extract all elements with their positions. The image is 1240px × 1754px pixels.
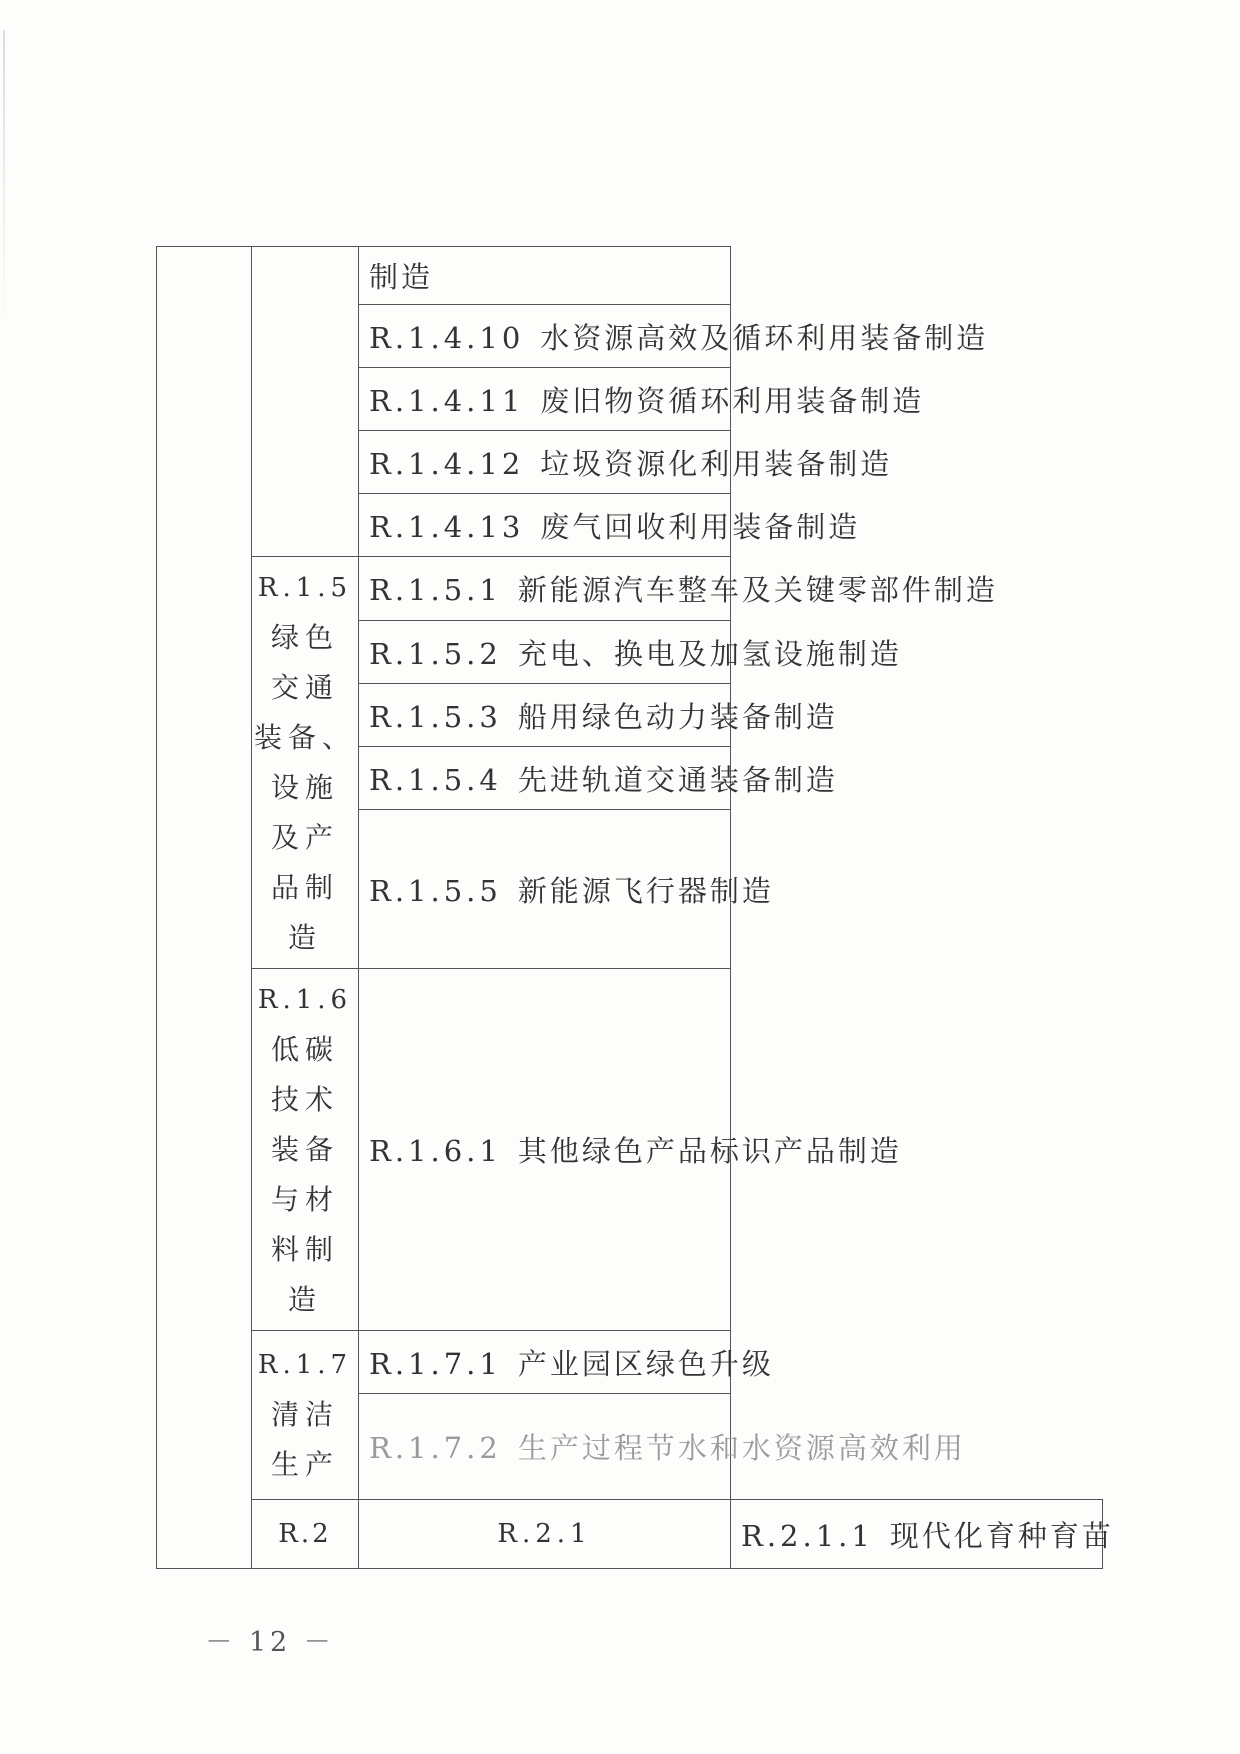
item-code: R.2.1.1 <box>741 1518 874 1553</box>
item-code: R.1.5.5 <box>369 873 502 908</box>
table-row <box>157 247 1103 305</box>
item-code: R.1.5.4 <box>369 762 502 797</box>
level2-cell-r16 <box>252 969 359 1331</box>
item-cell <box>359 431 893 494</box>
item-name: 垃圾资源化利用装备制造 <box>540 446 893 481</box>
item-cell <box>359 621 902 684</box>
item-cell <box>731 1500 1114 1569</box>
item-code: R.1.7.1 <box>369 1346 502 1381</box>
item-name: 水资源高效及循环利用装备制造 <box>540 320 989 355</box>
item-name: 新能源汽车整车及关键零部件制造 <box>517 573 998 607</box>
item-cell <box>359 969 902 1331</box>
category-code: R.2 <box>278 1519 332 1549</box>
level2-cell-r14 <box>252 247 359 557</box>
item-code: R.1.4.12 <box>369 446 525 481</box>
item-name: 产业园区绿色升级 <box>517 1346 774 1381</box>
table-row <box>157 969 1103 1331</box>
category-label-line: 低碳 <box>270 1032 339 1066</box>
level1-cell-r1 <box>157 247 252 1569</box>
category-label-line: 生产 <box>270 1448 339 1481</box>
industry-catalog-table <box>156 246 1114 1569</box>
category-label-line: 交通 <box>270 670 339 704</box>
item-code: R.1.6.1 <box>369 1134 502 1168</box>
level2-cell-r21 <box>359 1500 731 1569</box>
item-name: 船用绿色动力装备制造 <box>517 699 838 734</box>
item-name: 生产过程节水和水资源高效利用 <box>517 1431 966 1465</box>
category-code: R.2.1 <box>497 1519 592 1549</box>
item-cell <box>359 1394 966 1500</box>
category-label-line: 绿色 <box>270 620 339 654</box>
category-label-line: 品制 <box>270 870 339 904</box>
category-label-line: 料制 <box>270 1232 339 1266</box>
item-name: 现代化育种育苗 <box>889 1518 1114 1553</box>
level1-cell-r2 <box>252 1500 359 1569</box>
item-cell <box>359 368 925 431</box>
category-label-line: 清洁 <box>270 1398 339 1431</box>
level2-cell-r15 <box>252 557 359 969</box>
item-cell <box>359 557 998 621</box>
category-label-line: 装备 <box>270 1132 339 1166</box>
category-code: R.1.6 <box>257 984 353 1015</box>
category-label-line: 造 <box>287 1282 322 1316</box>
continuation-text: 制造 <box>369 260 434 294</box>
item-code: R.1.7.2 <box>369 1431 502 1465</box>
table-row <box>157 1500 1103 1569</box>
level2-cell-r17 <box>252 1331 359 1500</box>
item-code: R.1.4.11 <box>369 383 525 418</box>
category-label-line: 设施 <box>270 770 339 804</box>
item-code: R.1.4.13 <box>369 509 525 544</box>
category-label-line: 技术 <box>270 1082 339 1116</box>
page-number: － 12 － <box>205 1627 335 1658</box>
item-cell <box>359 494 861 557</box>
table-row <box>157 1331 1103 1394</box>
category-label-line: 装备、 <box>253 720 356 754</box>
item-name: 先进轨道交通装备制造 <box>517 762 838 797</box>
item-code: R.1.4.10 <box>369 320 525 355</box>
category-code: R.1.7 <box>257 1350 353 1380</box>
item-cell <box>359 684 838 747</box>
item-name: 新能源飞行器制造 <box>517 873 774 908</box>
item-cell <box>359 1331 774 1394</box>
item-cell <box>359 247 731 305</box>
table-row <box>157 557 1103 621</box>
category-label-line: 造 <box>287 920 322 954</box>
item-name: 废旧物资循环利用装备制造 <box>540 383 925 418</box>
item-cell <box>359 747 838 810</box>
item-code: R.1.5.2 <box>369 636 502 671</box>
item-code: R.1.5.1 <box>369 573 502 607</box>
item-cell <box>359 305 989 368</box>
item-cell <box>359 810 774 969</box>
item-name: 充电、换电及加氢设施制造 <box>517 636 902 671</box>
category-label-line: 及产 <box>270 820 339 854</box>
category-label-line: 与材 <box>270 1182 339 1216</box>
page-edge-shadow <box>3 30 5 330</box>
item-code: R.1.5.3 <box>369 699 502 734</box>
category-code: R.1.5 <box>257 572 353 603</box>
item-name: 其他绿色产品标识产品制造 <box>517 1134 902 1168</box>
item-name: 废气回收利用装备制造 <box>540 509 861 544</box>
